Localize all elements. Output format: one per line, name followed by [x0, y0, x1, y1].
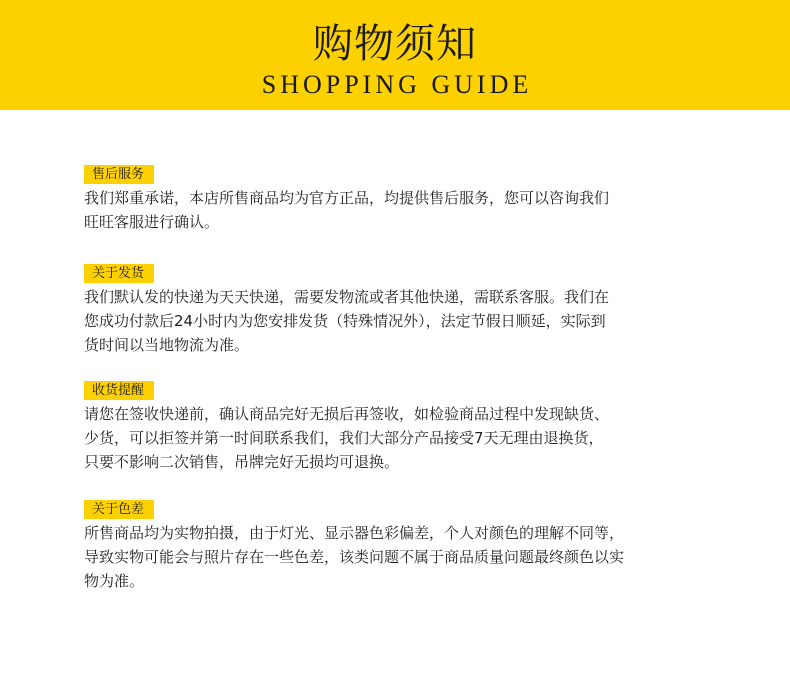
text-line: 旺旺客服进行确认。 — [84, 213, 220, 231]
header-banner — [0, 0, 790, 110]
section-tag: 关于发货 — [84, 264, 154, 283]
section-body — [84, 521, 704, 593]
page-title: 购物须知 — [313, 21, 477, 67]
text-line: 只要不影响二次销售，吊牌完好无损均可退换。 — [84, 453, 400, 471]
section-body — [84, 186, 704, 234]
page-subtitle: SHOPPING GUIDE — [261, 70, 533, 99]
text-line: 请您在签收快递前，确认商品完好无损后再签收，如检验商品过程中发现缺货、 — [84, 405, 610, 423]
section-body — [84, 285, 704, 357]
text-line: 物为准。 — [84, 572, 145, 590]
text-line: 我们郑重承诺，本店所售商品均为官方正品，均提供售后服务，您可以咨询我们 — [84, 189, 610, 207]
text-line: 货时间以当地物流为准。 — [84, 336, 250, 354]
section-tag: 售后服务 — [84, 165, 154, 184]
text-line: 少货，可以拒签并第一时间联系我们，我们大部分产品接受7天无理由退换货， — [84, 429, 604, 447]
text-line: 导致实物可能会与照片存在一些色差，该类问题不属于商品质量问题最终颜色以实 — [84, 548, 625, 566]
section-color-difference — [84, 498, 704, 593]
section-shipping — [84, 262, 704, 357]
section-after-sales — [84, 163, 704, 234]
text-line: 所售商品均为实物拍摄，由于灯光、显示器色彩偏差，个人对颜色的理解不同等， — [84, 524, 625, 542]
section-tag: 收货提醒 — [84, 381, 154, 400]
text-line: 您成功付款后24小时内为您安排发货（特殊情况外），法定节假日顺延，实际到 — [84, 312, 606, 330]
text-line: 我们默认发的快递为天天快递，需要发物流或者其他快递，需联系客服。我们在 — [84, 288, 610, 306]
section-receiving — [84, 379, 704, 474]
section-tag: 关于色差 — [84, 500, 154, 519]
section-body — [84, 402, 704, 474]
